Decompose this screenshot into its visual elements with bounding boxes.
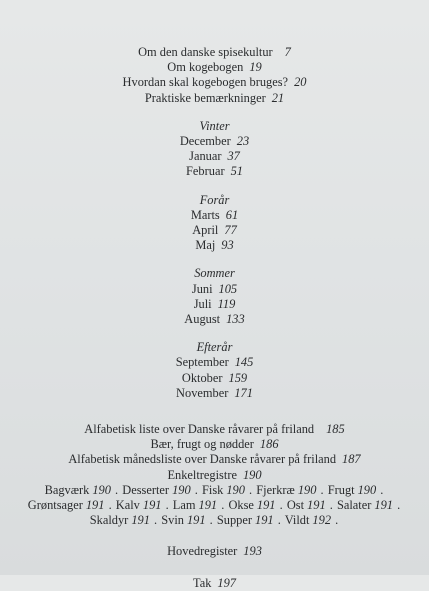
entry-label: Om kogebogen: [167, 60, 244, 75]
toc-entry-oktober: [0, 371, 429, 386]
register-item-vildt: [285, 513, 331, 527]
entry-page: 37: [227, 149, 240, 164]
toc-entry-spisekultur: [0, 45, 429, 60]
entry-label: Januar: [189, 149, 222, 164]
register-label: Bagværk: [44, 482, 90, 497]
register-page: 190: [357, 482, 377, 497]
register-separator: .: [209, 513, 213, 528]
register-separator: .: [165, 498, 169, 513]
entry-label: August: [184, 312, 221, 327]
register-label: Lam: [172, 498, 196, 513]
entry-page: 21: [271, 90, 285, 105]
register-item-bagvaerk: [45, 483, 111, 497]
appendix-section: [0, 422, 429, 528]
register-separator: .: [249, 482, 253, 497]
register-item-frugt: [328, 483, 376, 497]
register-separator: .: [115, 482, 119, 497]
entry-page: 61: [225, 207, 239, 222]
register-item-kalv: [116, 498, 162, 512]
register-label: Salater: [336, 498, 372, 513]
register-page: 191: [198, 498, 218, 513]
register-page: 191: [131, 513, 150, 528]
entry-label: Enkeltregistre: [167, 467, 237, 482]
intro-section: [0, 45, 429, 106]
season-title-foraar: Forår: [199, 192, 230, 207]
register-page: 191: [85, 498, 105, 513]
toc-entry-september: [0, 355, 429, 370]
entry-label: Marts: [190, 207, 220, 222]
register-item-salater: [337, 498, 393, 512]
register-item-svin: [161, 513, 205, 527]
toc-entry-juli: [0, 297, 429, 312]
register-line-2: [0, 498, 429, 513]
entry-label: September: [175, 355, 229, 370]
entry-page: 51: [230, 164, 243, 179]
register-item-groentsager: [28, 498, 105, 512]
season-title-efteraar: Efterår: [196, 340, 233, 355]
table-of-contents: [0, 45, 429, 591]
entry-label: Juni: [191, 281, 213, 296]
register-separator: .: [380, 482, 384, 497]
toc-entry-april: [0, 223, 429, 238]
register-label: Skaldyr: [89, 513, 129, 528]
register-line-3: [0, 513, 429, 528]
register-label: Svin: [161, 513, 184, 528]
register-item-skaldyr: [90, 513, 150, 527]
register-separator: .: [221, 498, 225, 513]
toc-entry-om-kogebogen: [0, 60, 429, 75]
entry-page: 77: [224, 223, 237, 238]
register-separator: .: [397, 498, 401, 513]
register-label: Grøntsager: [27, 498, 83, 513]
entry-page: 23: [236, 134, 250, 149]
entry-label: Hovedregister: [167, 544, 238, 559]
toc-entry-januar: [0, 149, 429, 164]
register-label: Kalv: [115, 498, 140, 513]
entry-page: 20: [294, 75, 307, 90]
toc-entry-december: [0, 134, 429, 149]
register-separator: .: [329, 498, 333, 513]
entry-page: 197: [217, 575, 236, 590]
register-separator: .: [194, 482, 198, 497]
register-item-fjerkrae: [256, 483, 316, 497]
register-separator: .: [335, 513, 339, 528]
toc-entry-maj: [0, 238, 429, 253]
entry-page: 145: [234, 355, 254, 370]
register-label: Fisk: [201, 482, 224, 497]
toc-entry-praktiske: [0, 91, 429, 106]
register-page: 191: [256, 498, 276, 513]
register-item-supper: [217, 513, 274, 527]
entry-label: Maj: [195, 238, 216, 253]
toc-entry-november: [0, 386, 429, 401]
entry-page: 187: [342, 452, 361, 467]
entry-page: 186: [259, 437, 279, 452]
register-page: 191: [307, 498, 326, 513]
toc-entry-juni: [0, 282, 429, 297]
entry-page: 159: [228, 370, 248, 385]
register-label: Desserter: [122, 482, 170, 497]
register-page: 191: [142, 498, 162, 513]
entry-label: Juli: [193, 296, 212, 311]
entry-label: Februar: [186, 164, 225, 179]
register-page: 190: [172, 482, 191, 497]
register-separator: .: [279, 498, 283, 513]
toc-entry-marts: [0, 208, 429, 223]
toc-entry-tak: [0, 576, 429, 591]
register-label: Supper: [216, 513, 252, 528]
register-page: 191: [186, 513, 206, 528]
entry-label: December: [179, 134, 231, 149]
season-title-vinter: Vinter: [199, 118, 230, 133]
toc-entry-enkeltregistre: [0, 468, 429, 483]
register-label: Okse: [228, 498, 254, 513]
entry-label: Bær, frugt og nødder: [150, 437, 254, 452]
register-separator: .: [154, 513, 158, 528]
entry-label: Oktober: [181, 370, 223, 385]
entry-page: 105: [218, 281, 238, 296]
entry-label: Tak: [193, 575, 212, 590]
register-item-fisk: [202, 483, 245, 497]
entry-label: Om den danske spisekultur: [138, 45, 273, 59]
entry-label: April: [192, 223, 219, 238]
entry-page: 119: [217, 296, 236, 311]
register-item-lam: [173, 498, 217, 512]
entry-page: 185: [326, 422, 345, 437]
register-line-1: [0, 483, 429, 498]
entry-page: 193: [243, 544, 262, 559]
register-page: 190: [297, 482, 317, 497]
toc-entry-hovedregister: [0, 544, 429, 559]
entry-page: 19: [249, 60, 262, 75]
entry-page: 171: [234, 385, 253, 400]
register-item-okse: [228, 498, 275, 512]
toc-entry-alfabetisk-liste: [0, 422, 429, 437]
toc-entry-baer-frugt: [0, 437, 429, 452]
register-page: 190: [226, 482, 245, 497]
toc-entry-hvordan: [0, 75, 429, 90]
register-page: 191: [374, 498, 393, 513]
register-label: Ost: [286, 498, 305, 513]
register-separator: .: [320, 482, 324, 497]
register-page: 191: [255, 513, 274, 528]
entry-label: November: [176, 385, 229, 400]
entry-page: 7: [284, 45, 291, 59]
register-item-desserter: [122, 483, 190, 497]
register-separator: .: [108, 498, 112, 513]
entry-page: 190: [242, 467, 262, 482]
toc-entry-februar: [0, 164, 429, 179]
entry-label: Hvordan skal kogebogen bruges?: [122, 75, 289, 90]
entry-page: 133: [226, 312, 245, 327]
entry-page: 93: [221, 238, 234, 253]
entry-label: Alfabetisk månedsliste over Danske råvarer på friland: [68, 452, 337, 467]
register-label: Fjerkræ: [256, 482, 295, 497]
register-label: Frugt: [327, 482, 355, 497]
register-item-ost: [287, 498, 326, 512]
register-label: Vildt: [284, 513, 310, 528]
toc-entry-maanedsliste: [0, 452, 429, 467]
season-title-sommer: Sommer: [194, 266, 235, 281]
entry-label: Praktiske bemærkninger: [144, 90, 266, 105]
entry-label: Alfabetisk liste over Danske råvarer på friland: [84, 422, 315, 437]
register-page: 192: [312, 513, 332, 528]
register-page: 190: [92, 482, 111, 497]
toc-entry-august: [0, 312, 429, 327]
register-separator: .: [277, 513, 281, 528]
